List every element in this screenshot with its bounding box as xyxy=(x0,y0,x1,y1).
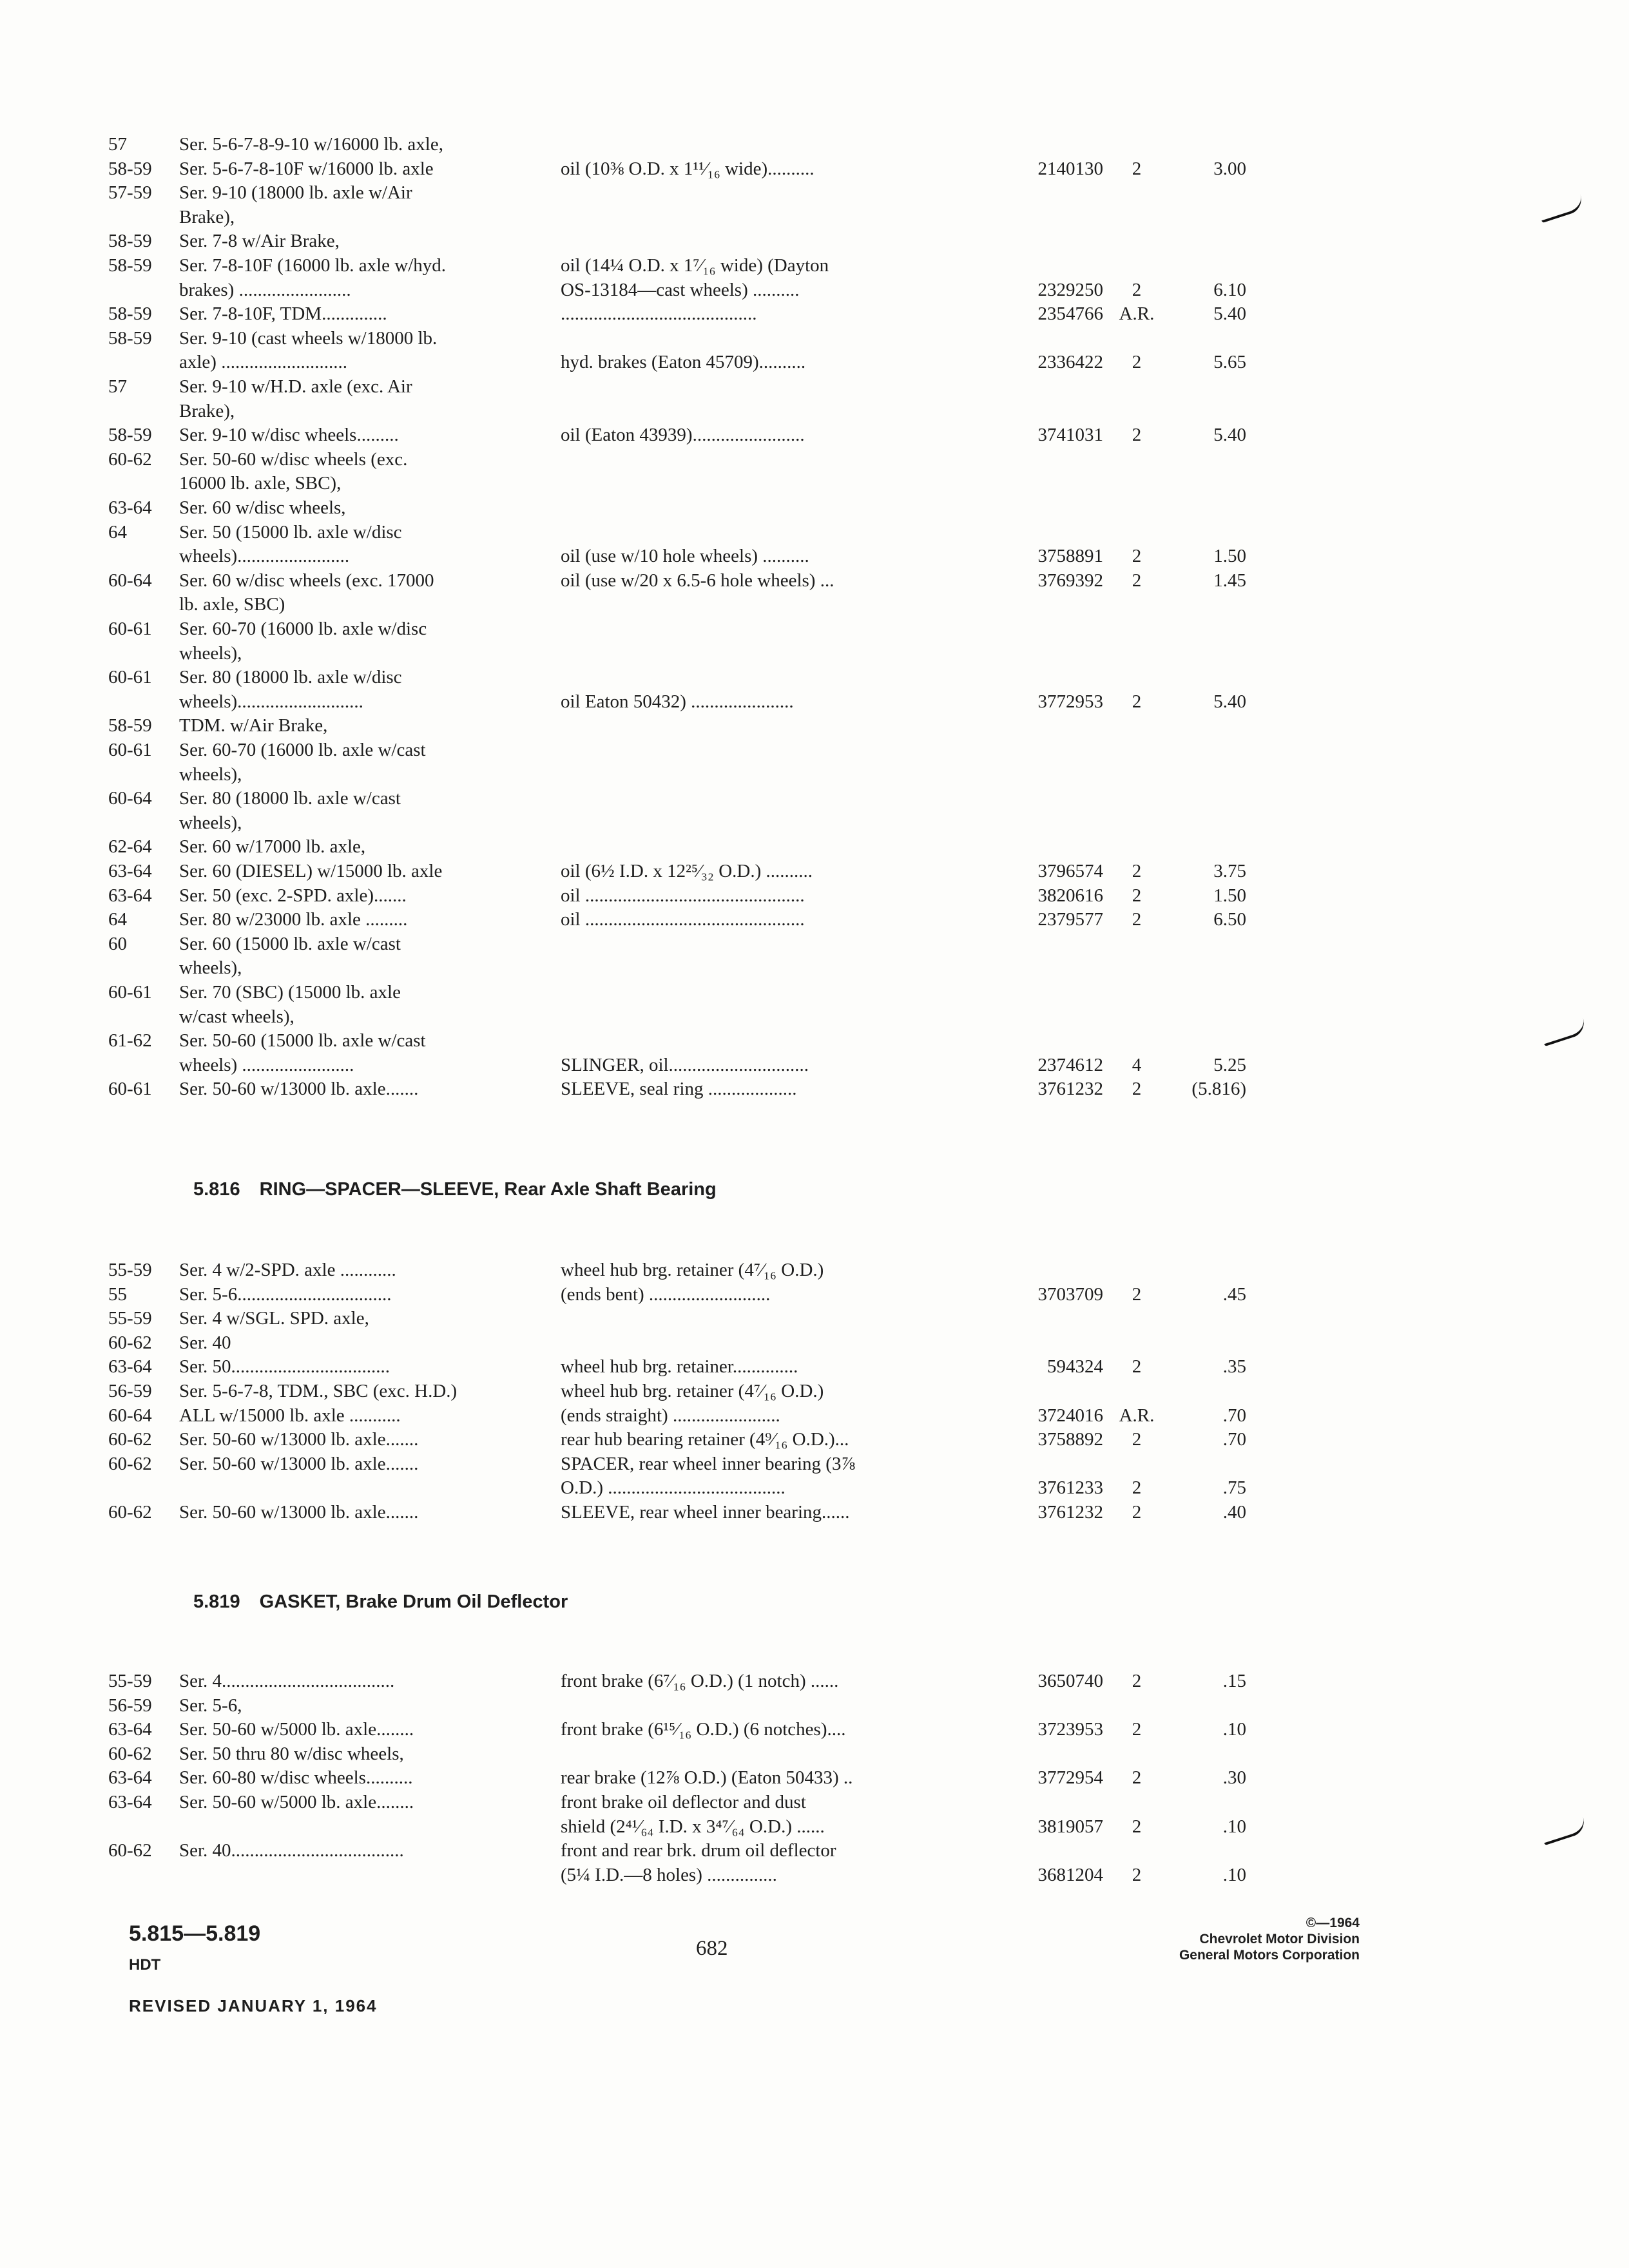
part-number-cell: 594324 xyxy=(1047,1356,1103,1378)
model-cell: lb. axle, SBC) xyxy=(179,594,285,615)
description-cell: wheel hub brg. retainer (4⁷⁄₁₆ O.D.) xyxy=(561,1381,824,1401)
year-cell: 58-59 xyxy=(108,303,152,325)
table-row xyxy=(0,811,1629,835)
part-number-cell: 3819057 xyxy=(1037,1816,1103,1837)
year-cell: 60-62 xyxy=(108,1332,152,1353)
year-cell: 63-64 xyxy=(108,1356,152,1378)
year-cell: 60-61 xyxy=(108,667,152,688)
price-cell: 5.40 xyxy=(1213,425,1246,446)
model-cell: Ser. 50-60 w/13000 lb. axle....... xyxy=(179,1079,419,1100)
year-cell: 60-61 xyxy=(108,740,152,760)
description-cell: OS-13184—cast wheels) .......... xyxy=(561,279,800,300)
table-row xyxy=(0,520,1629,544)
description-cell: SLEEVE, rear wheel inner bearing...... xyxy=(561,1502,850,1523)
price-cell: 5.65 xyxy=(1213,352,1246,373)
table-row xyxy=(0,157,1629,181)
table-row xyxy=(0,1004,1629,1029)
table-row xyxy=(0,1475,1629,1500)
model-cell: Ser. 9-10 w/H.D. axle (exc. Air xyxy=(179,376,412,397)
year-cell: 58-59 xyxy=(108,327,152,349)
year-cell: 60-62 xyxy=(108,1453,152,1474)
price-cell: .70 xyxy=(1222,1429,1246,1450)
model-cell: Ser. 5-6-7-8-10F w/16000 lb. axle xyxy=(179,158,434,179)
year-cell: 56-59 xyxy=(108,1695,152,1716)
year-cell: 60-61 xyxy=(108,982,152,1003)
table-row xyxy=(0,1331,1629,1355)
section-5816-title: RING—SPACER—SLEEVE, xyxy=(259,1179,499,1200)
table-row xyxy=(0,253,1629,278)
section-5819-title: GASKET, xyxy=(259,1591,341,1612)
year-cell: 60-64 xyxy=(108,1405,152,1426)
table-row xyxy=(0,1258,1629,1282)
quantity-cell: 2 xyxy=(1132,1767,1142,1789)
description-cell: SLEEVE, seal ring ................... xyxy=(561,1079,797,1100)
quantity-cell: 2 xyxy=(1132,1079,1142,1100)
part-number-cell: 3761233 xyxy=(1037,1477,1103,1499)
table-row xyxy=(0,738,1629,762)
description-cell: (ends straight) ....................... xyxy=(561,1405,780,1426)
description-cell: .......................................... xyxy=(561,303,757,325)
part-number-cell: 3761232 xyxy=(1037,1079,1103,1100)
description-cell: oil ............................................... xyxy=(561,909,805,930)
quantity-cell: A.R. xyxy=(1119,1405,1155,1426)
model-cell: wheels), xyxy=(179,957,242,979)
model-cell: Ser. 50 thru 80 w/disc wheels, xyxy=(179,1743,404,1764)
table-row xyxy=(0,205,1629,229)
model-cell: Ser. 50-60 w/5000 lb. axle........ xyxy=(179,1792,414,1812)
price-cell: 5.40 xyxy=(1213,303,1246,325)
table-row xyxy=(0,1028,1629,1053)
table-row xyxy=(0,180,1629,205)
model-cell: wheels)........................... xyxy=(179,691,363,712)
price-cell: .75 xyxy=(1222,1477,1246,1499)
year-cell: 60 xyxy=(108,933,127,954)
model-cell: Ser. 60 w/17000 lb. axle, xyxy=(179,836,366,858)
price-cell: (5.816) xyxy=(1191,1079,1246,1100)
table-row xyxy=(0,326,1629,351)
description-cell: oil (6½ I.D. x 12²⁵⁄₃₂ O.D.) .......... xyxy=(561,861,813,881)
section-5816-subtitle: Rear Axle Shaft Bearing xyxy=(504,1179,717,1200)
year-cell: 55-59 xyxy=(108,1671,152,1691)
table-row xyxy=(0,883,1629,908)
quantity-cell: 2 xyxy=(1132,158,1142,179)
table-row xyxy=(0,132,1629,157)
table-row xyxy=(0,1717,1629,1742)
price-cell: 6.50 xyxy=(1213,909,1246,930)
model-cell: Ser. 4 w/2-SPD. axle ............ xyxy=(179,1260,396,1280)
year-cell: 60-62 xyxy=(108,1502,152,1523)
year-cell: 63-64 xyxy=(108,861,152,881)
part-number-cell: 3723953 xyxy=(1037,1719,1103,1740)
table-row xyxy=(0,956,1629,980)
table-row xyxy=(0,932,1629,956)
section-5816-number: 5.816 xyxy=(193,1179,240,1200)
description-cell: hyd. brakes (Eaton 45709).......... xyxy=(561,352,806,373)
description-cell: front brake (6⁷⁄₁₆ O.D.) (1 notch) ...... xyxy=(561,1671,839,1691)
part-number-cell: 3772953 xyxy=(1037,691,1103,712)
part-number-cell: 3758891 xyxy=(1037,546,1103,567)
footer-copyright: ©—1964 xyxy=(1306,1916,1360,1930)
model-cell: Ser. 9-10 (18000 lb. axle w/Air xyxy=(179,182,412,204)
year-cell: 57-59 xyxy=(108,182,152,204)
table-row xyxy=(0,617,1629,641)
quantity-cell: 2 xyxy=(1132,861,1142,881)
table-row xyxy=(0,859,1629,883)
description-cell: wheel hub brg. retainer.............. xyxy=(561,1356,798,1378)
year-cell: 60-62 xyxy=(108,1429,152,1450)
year-cell: 60-62 xyxy=(108,1743,152,1764)
quantity-cell: 2 xyxy=(1132,909,1142,930)
model-cell: Ser. 4..................................... xyxy=(179,1671,395,1691)
year-cell: 55-59 xyxy=(108,1260,152,1280)
table-row xyxy=(0,1693,1629,1718)
description-cell: oil (Eaton 43939)........................ xyxy=(561,425,805,446)
price-cell: 6.10 xyxy=(1213,279,1246,300)
price-cell: 3.75 xyxy=(1213,861,1246,881)
table-row xyxy=(0,1452,1629,1476)
quantity-cell: 2 xyxy=(1132,1816,1142,1837)
price-cell: 5.40 xyxy=(1213,691,1246,712)
part-number-cell: 2336422 xyxy=(1037,352,1103,373)
model-cell: w/cast wheels), xyxy=(179,1006,294,1027)
description-cell: (5¼ I.D.—8 holes) ............... xyxy=(561,1864,777,1885)
model-cell: Ser. 50-60 w/13000 lb. axle....... xyxy=(179,1502,419,1523)
model-cell: Ser. 40 xyxy=(179,1332,231,1353)
table-row xyxy=(0,1863,1629,1887)
model-cell: Ser. 60-70 (16000 lb. axle w/disc xyxy=(179,619,427,639)
table-row xyxy=(0,568,1629,593)
model-cell: Ser. 50.................................. xyxy=(179,1356,390,1378)
model-cell: wheels), xyxy=(179,764,242,785)
year-cell: 60-64 xyxy=(108,788,152,809)
table-row xyxy=(0,1427,1629,1452)
model-cell: Ser. 7-8-10F, TDM.............. xyxy=(179,303,387,325)
section-5819-number: 5.819 xyxy=(193,1591,240,1612)
table-row xyxy=(0,786,1629,811)
quantity-cell: 2 xyxy=(1132,691,1142,712)
model-cell: Ser. 60 (DIESEL) w/15000 lb. axle xyxy=(179,861,443,881)
quantity-cell: 2 xyxy=(1132,352,1142,373)
model-cell: wheels), xyxy=(179,812,242,833)
model-cell: Ser. 50-60 w/disc wheels (exc. xyxy=(179,448,408,470)
year-cell: 57 xyxy=(108,376,127,397)
table-row xyxy=(0,1379,1629,1403)
price-cell: 5.25 xyxy=(1213,1054,1246,1075)
year-cell: 58-59 xyxy=(108,158,152,179)
model-cell: Ser. 5-6-7-8-9-10 w/16000 lb. axle, xyxy=(179,134,443,155)
model-cell: Ser. 80 w/23000 lb. axle ......... xyxy=(179,909,408,930)
quantity-cell: 2 xyxy=(1132,1719,1142,1740)
table-row xyxy=(0,1790,1629,1814)
table-row xyxy=(0,665,1629,689)
model-cell: Ser. 9-10 w/disc wheels......... xyxy=(179,425,399,446)
part-number-cell: 3741031 xyxy=(1037,425,1103,446)
model-cell: Ser. 60 w/disc wheels (exc. 17000 xyxy=(179,570,434,591)
model-cell: Ser. 7-8-10F (16000 lb. axle w/hyd. xyxy=(179,255,447,276)
model-cell: Ser. 60-70 (16000 lb. axle w/cast xyxy=(179,740,426,760)
table-row xyxy=(0,1500,1629,1524)
price-cell: .45 xyxy=(1222,1283,1246,1305)
year-cell: 63-64 xyxy=(108,885,152,906)
model-cell: Ser. 50 (15000 lb. axle w/disc xyxy=(179,521,402,543)
quantity-cell: 2 xyxy=(1132,1502,1142,1523)
model-cell: Ser. 5-6-7-8, TDM., SBC (exc. H.D.) xyxy=(179,1381,458,1401)
model-cell: wheels), xyxy=(179,642,242,664)
quantity-cell: 2 xyxy=(1132,1477,1142,1499)
table-row xyxy=(0,229,1629,253)
year-cell: 56-59 xyxy=(108,1381,152,1401)
description-cell: wheel hub brg. retainer (4⁷⁄₁₆ O.D.) xyxy=(561,1260,824,1280)
model-cell: Ser. 60-80 w/disc wheels.......... xyxy=(179,1767,413,1789)
footer-hdt-label: HDT xyxy=(129,1956,161,1974)
price-cell: .10 xyxy=(1222,1816,1246,1837)
description-cell: (ends bent) .......................... xyxy=(561,1283,771,1305)
model-cell: wheels) ........................ xyxy=(179,1054,354,1075)
year-cell: 60-61 xyxy=(108,619,152,639)
description-cell: SPACER, rear wheel inner bearing (3⅞ xyxy=(561,1453,856,1474)
table-row xyxy=(0,1306,1629,1331)
section-5819-subtitle: Brake Drum Oil Deflector xyxy=(345,1591,568,1612)
description-cell: shield (2⁴¹⁄₆₄ I.D. x 3⁴⁷⁄₆₄ O.D.) ...... xyxy=(561,1816,825,1837)
price-cell: .70 xyxy=(1222,1405,1246,1426)
model-cell: Ser. 50 (exc. 2-SPD. axle)....... xyxy=(179,885,407,906)
model-cell: ALL w/15000 lb. axle ........... xyxy=(179,1405,401,1426)
price-cell: 1.45 xyxy=(1213,570,1246,591)
price-cell: .10 xyxy=(1222,1719,1246,1740)
model-cell: Ser. 50-60 w/5000 lb. axle........ xyxy=(179,1719,414,1740)
description-cell: oil (10⅜ O.D. x 1¹¹⁄₁₆ wide).......... xyxy=(561,158,815,179)
part-number-cell: 3758892 xyxy=(1037,1429,1103,1450)
table-row xyxy=(0,592,1629,617)
year-cell: 60-64 xyxy=(108,570,152,591)
quantity-cell: 4 xyxy=(1132,1054,1142,1075)
quantity-cell: 2 xyxy=(1132,546,1142,567)
model-cell: Ser. 70 (SBC) (15000 lb. axle xyxy=(179,982,401,1003)
table-row xyxy=(0,278,1629,302)
footer-section-range: 5.815—5.819 xyxy=(129,1921,261,1946)
part-number-cell: 3772954 xyxy=(1037,1767,1103,1789)
price-cell: .30 xyxy=(1222,1767,1246,1789)
description-cell: front brake (6¹⁵⁄₁₆ O.D.) (6 notches).... xyxy=(561,1719,846,1740)
model-cell: Ser. 40..................................... xyxy=(179,1840,404,1861)
year-cell: 64 xyxy=(108,909,127,930)
footer-division: Chevrolet Motor Division xyxy=(1199,1932,1360,1946)
model-cell: Ser. 5-6, xyxy=(179,1695,242,1716)
model-cell: axle) ........................... xyxy=(179,352,347,373)
table-row xyxy=(0,544,1629,568)
model-cell: Ser. 9-10 (cast wheels w/18000 lb. xyxy=(179,327,438,349)
description-cell: oil (14¼ O.D. x 1⁷⁄₁₆ wide) (Dayton xyxy=(561,255,829,276)
year-cell: 61-62 xyxy=(108,1030,152,1052)
part-number-cell: 3681204 xyxy=(1037,1864,1103,1885)
price-cell: .10 xyxy=(1222,1864,1246,1885)
part-number-cell: 2354766 xyxy=(1037,303,1103,325)
part-number-cell: 3703709 xyxy=(1037,1283,1103,1305)
table-row xyxy=(0,1669,1629,1693)
price-cell: 1.50 xyxy=(1213,885,1246,906)
description-cell: O.D.) ...................................... xyxy=(561,1477,786,1499)
footer-revised-date: REVISED JANUARY 1, 1964 xyxy=(129,1996,378,2015)
description-cell: rear brake (12⅞ O.D.) (Eaton 50433) .. xyxy=(561,1767,853,1789)
quantity-cell: 2 xyxy=(1132,885,1142,906)
price-cell: 3.00 xyxy=(1213,158,1246,179)
description-cell: oil ............................................... xyxy=(561,885,805,906)
model-cell: Brake), xyxy=(179,206,235,227)
model-cell: brakes) ........................ xyxy=(179,279,351,300)
model-cell: Ser. 60 w/disc wheels, xyxy=(179,497,346,518)
year-cell: 60-62 xyxy=(108,448,152,470)
price-cell: .35 xyxy=(1222,1356,1246,1378)
description-cell: oil Eaton 50432) ...................... xyxy=(561,691,794,712)
model-cell: Ser. 50-60 (15000 lb. axle w/cast xyxy=(179,1030,426,1052)
description-cell: rear hub bearing retainer (4⁹⁄₁₆ O.D.)... xyxy=(561,1429,849,1450)
quantity-cell: 2 xyxy=(1132,279,1142,300)
table-row xyxy=(0,834,1629,859)
table-row xyxy=(0,1077,1629,1101)
year-cell: 64 xyxy=(108,521,127,543)
model-cell: Ser. 60 (15000 lb. axle w/cast xyxy=(179,933,401,954)
quantity-cell: A.R. xyxy=(1119,303,1155,325)
model-cell: Ser. 7-8 w/Air Brake, xyxy=(179,231,340,252)
model-cell: wheels)........................ xyxy=(179,546,350,567)
part-number-cell: 3650740 xyxy=(1037,1671,1103,1691)
table-row xyxy=(0,689,1629,714)
footer-copyright-block xyxy=(1179,1915,1360,1963)
description-cell: front brake oil deflector and dust xyxy=(561,1792,806,1812)
description-cell: front and rear brk. drum oil deflector xyxy=(561,1840,836,1861)
part-number-cell: 2379577 xyxy=(1037,909,1103,930)
quantity-cell: 2 xyxy=(1132,425,1142,446)
model-cell: TDM. w/Air Brake, xyxy=(179,715,328,736)
quantity-cell: 2 xyxy=(1132,1356,1142,1378)
year-cell: 55 xyxy=(108,1283,127,1305)
year-cell: 60-62 xyxy=(108,1840,152,1861)
section-5819-heading xyxy=(193,1591,568,1613)
model-cell: Ser. 80 (18000 lb. axle w/cast xyxy=(179,788,401,809)
year-cell: 63-64 xyxy=(108,497,152,518)
part-number-cell: 2140130 xyxy=(1037,158,1103,179)
model-cell: Ser. 50-60 w/13000 lb. axle....... xyxy=(179,1453,419,1474)
model-cell: Brake), xyxy=(179,400,235,421)
quantity-cell: 2 xyxy=(1132,1671,1142,1691)
table-row xyxy=(0,302,1629,326)
part-number-cell: 3769392 xyxy=(1037,570,1103,591)
table-row xyxy=(0,641,1629,666)
part-number-cell: 2329250 xyxy=(1037,279,1103,300)
year-cell: 58-59 xyxy=(108,255,152,276)
table-row xyxy=(0,447,1629,472)
table-row xyxy=(0,1354,1629,1379)
year-cell: 58-59 xyxy=(108,425,152,446)
section-5816-heading xyxy=(193,1179,717,1200)
part-number-cell: 3761232 xyxy=(1037,1502,1103,1523)
part-number-cell: 3796574 xyxy=(1037,861,1103,881)
year-cell: 60-61 xyxy=(108,1079,152,1100)
model-cell: Ser. 5-6................................. xyxy=(179,1283,392,1305)
year-cell: 55-59 xyxy=(108,1308,152,1329)
model-cell: Ser. 4 w/SGL. SPD. axle, xyxy=(179,1308,369,1329)
table-row xyxy=(0,374,1629,399)
table-row xyxy=(0,762,1629,787)
model-cell: Ser. 80 (18000 lb. axle w/disc xyxy=(179,667,402,688)
table-row xyxy=(0,1814,1629,1839)
quantity-cell: 2 xyxy=(1132,1429,1142,1450)
description-cell: SLINGER, oil.............................. xyxy=(561,1054,809,1075)
quantity-cell: 2 xyxy=(1132,1283,1142,1305)
table-row xyxy=(0,1765,1629,1790)
table-row xyxy=(0,1838,1629,1863)
table-row xyxy=(0,495,1629,520)
year-cell: 62-64 xyxy=(108,836,152,858)
price-cell: 1.50 xyxy=(1213,546,1246,567)
table-row xyxy=(0,471,1629,495)
price-cell: .40 xyxy=(1222,1502,1246,1523)
quantity-cell: 2 xyxy=(1132,1864,1142,1885)
model-cell: Ser. 50-60 w/13000 lb. axle....... xyxy=(179,1429,419,1450)
price-cell: .15 xyxy=(1222,1671,1246,1691)
table-row xyxy=(0,350,1629,374)
year-cell: 58-59 xyxy=(108,231,152,252)
year-cell: 63-64 xyxy=(108,1792,152,1812)
table-row xyxy=(0,713,1629,738)
table-row xyxy=(0,1742,1629,1766)
page-number: 682 xyxy=(696,1937,728,1960)
description-cell: oil (use w/20 x 6.5-6 hole wheels) ... xyxy=(561,570,834,591)
model-cell: 16000 lb. axle, SBC), xyxy=(179,473,342,494)
year-cell: 63-64 xyxy=(108,1719,152,1740)
quantity-cell: 2 xyxy=(1132,570,1142,591)
part-number-cell: 3724016 xyxy=(1037,1405,1103,1426)
description-cell: oil (use w/10 hole wheels) .......... xyxy=(561,546,809,567)
table-row xyxy=(0,399,1629,423)
table-row xyxy=(0,1053,1629,1077)
table-row xyxy=(0,423,1629,447)
year-cell: 58-59 xyxy=(108,715,152,736)
part-number-cell: 3820616 xyxy=(1037,885,1103,906)
year-cell: 57 xyxy=(108,134,127,155)
table-row xyxy=(0,1282,1629,1307)
year-cell: 63-64 xyxy=(108,1767,152,1789)
table-row xyxy=(0,1403,1629,1428)
footer-corporation: General Motors Corporation xyxy=(1179,1948,1360,1963)
part-number-cell: 2374612 xyxy=(1037,1054,1103,1075)
table-row xyxy=(0,980,1629,1004)
table-row xyxy=(0,907,1629,932)
